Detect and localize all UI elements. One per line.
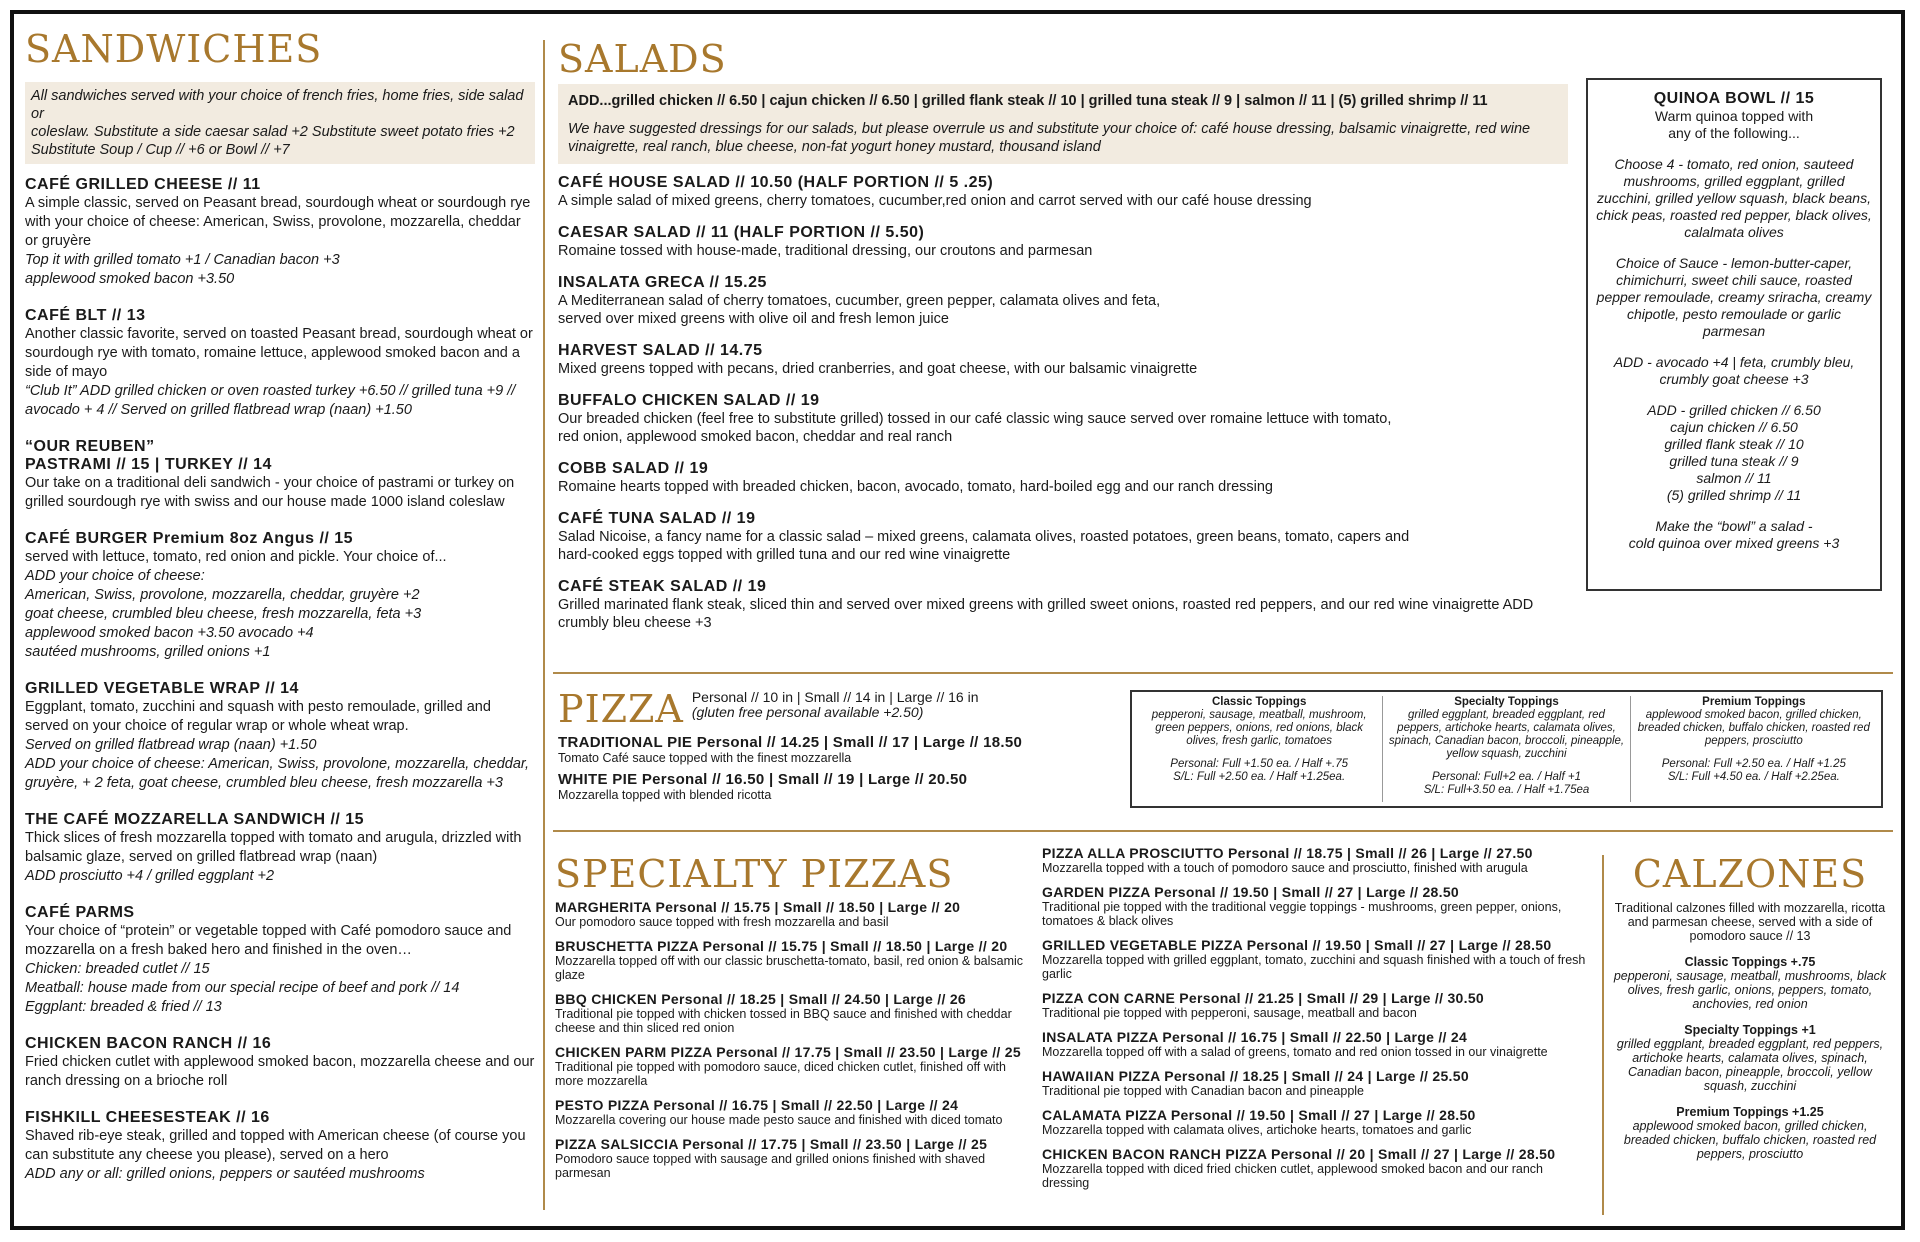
specialty-list-right [1042,845,1592,1190]
pizza-section [558,687,1098,802]
specialty-item-desc: Mozzarella topped off with a salad of greens, tomato and red onion tossed in our vinaigrette [1042,1045,1548,1059]
specialty-item [555,1136,1025,1180]
calzone-group-head: Specialty Toppings +1 [1684,1023,1816,1037]
specialty-item [1042,845,1592,875]
quinoa-title: QUINOA BOWL // 15 [1653,90,1815,107]
sandwich-title: “OUR REUBEN” PASTRAMI // 15 | TURKEY // 14 [25,438,272,473]
calzone-group [1610,1105,1890,1161]
sandwich-item [25,176,535,289]
salad-list [558,174,1568,632]
topping-price: Personal: Full+2 ea. / Half +1 S/L: Full+3.50 ea. / Half +1.75ea [1423,771,1590,796]
specialty-item [555,1044,1025,1088]
topping-list: applewood smoked bacon, grilled chicken, breaded chicken, buffalo chicken, roasted red peppers, prosciutto [1637,709,1870,747]
divider-pizza-specialty [553,830,1893,832]
specialty-item-title: INSALATA PIZZA Personal // 16.75 | Small // 22.50 | Large // 24 [1042,1029,1468,1045]
specialty-item-title: CHICKEN BACON RANCH PIZZA Personal // 20 | Small // 27 | Large // 28.50 [1042,1146,1556,1162]
sandwich-title: FISHKILL CHEESESTEAK // 16 [25,1109,270,1126]
specialty-item-title: CHICKEN PARM PIZZA Personal // 17.75 | Small // 23.50 | Large // 25 [555,1044,1021,1060]
specialty-item [555,991,1025,1035]
topping-list: grilled eggplant, breaded eggplant, red peppers, artichoke hearts, calamata olives, spinach, Canadian bacon, broccoli, pineapple, yellow squash, zucchini [1388,709,1625,760]
specialty-item-title: BRUSCHETTA PIZZA Personal // 15.75 | Small // 18.50 | Large // 20 [555,938,1008,954]
topping-column [1136,696,1383,802]
specialty-item-title: MARGHERITA Personal // 15.75 | Small // 18.50 | Large // 20 [555,899,961,915]
specialty-item-desc: Traditional pie topped with pepperoni, sausage, meatball and bacon [1042,1006,1417,1020]
sandwich-list [25,176,535,1184]
calzone-group-head: Classic Toppings +.75 [1684,955,1816,969]
topping-head: Premium Toppings [1702,696,1806,708]
specialty-item [1042,1146,1592,1190]
sandwich-extra: Chicken: breaded cutlet // 15 Meatball: house made from our special recipe of beef and pork // 14 Eggplant: breaded & fried // 13 [25,961,460,1015]
quinoa-add2: ADD - grilled chicken // 6.50 cajun chicken // 6.50 grilled flank steak // 10 grilled tuna steak // 9 salmon // 11 (5) grilled shrimp // 11 [1647,402,1821,503]
specialty-item [1042,1029,1592,1059]
specialty-item-desc: Traditional pie topped with Canadian bacon and pineapple [1042,1084,1364,1098]
salad-title: CAESAR SALAD // 11 (HALF PORTION // 5.50) [558,224,925,241]
specialty-item-desc: Mozzarella topped with diced fried chicken cutlet, applewood smoked bacon and our ranch dressing [1042,1162,1543,1190]
calzone-group [1610,1023,1890,1093]
specialty-item-title: GARDEN PIZZA Personal // 19.50 | Small // 27 | Large // 28.50 [1042,884,1459,900]
sandwich-title: CAFÉ PARMS [25,904,135,921]
sandwich-extra: Served on grilled flatbread wrap (naan) +1.50 ADD your choice of cheese: American, Swiss, provolone, mozzarella, cheddar, gruyère, + 2 feta, goat cheese, crumbled bleu cheese, fresh mozzarella +3 [25,737,529,791]
pizza-sizes: Personal // 10 in | Small // 14 in | Large // 16 in [691,689,979,705]
pizza-title: PIZZA [558,687,684,731]
specialty-item-desc: Our pomodoro sauce topped with fresh mozzarella and basil [555,915,889,929]
specialty-item-desc: Mozzarella topped off with our classic bruschetta-tomato, basil, red onion & balsamic glaze [555,954,1024,982]
salad-desc: Romaine hearts topped with breaded chicken, bacon, avocado, tomato, hard-boiled egg and our ranch dressing [558,479,1273,495]
sandwiches-section [25,27,535,1184]
sandwich-item [25,307,535,420]
salads-add-line: ADD...grilled chicken // 6.50 | cajun chicken // 6.50 | grilled flank steak // 10 | grilled tuna steak // 9 | salmon // 11 | (5) grilled shrimp // 11 [568,93,1488,109]
specialty-item-title: PIZZA CON CARNE Personal // 21.25 | Small // 29 | Large // 30.50 [1042,990,1485,1006]
topping-column [1631,696,1877,802]
divider-left [543,40,545,1210]
specialty-item-desc: Traditional pie topped with chicken tossed in BBQ sauce and finished with cheddar cheese and thin sliced red onion [555,1007,1012,1035]
salad-item [558,342,1568,378]
divider-specialty-calzones [1602,855,1604,1215]
quinoa-sauce: Choice of Sauce - lemon-butter-caper, chimichurri, sweet chili sauce, roasted pepper remoulade, creamy sriracha, creamy chipotle, pesto remoulade or garlic parmesan [1596,255,1872,339]
sandwich-desc: Another classic favorite, served on toasted Peasant bread, sourdough wheat or sourdough rye with tomato, romaine lettuce, applewood smoked bacon and a side of mayo [25,326,533,380]
specialty-item [1042,1107,1592,1137]
specialty-item [1042,990,1592,1020]
topping-price: Personal: Full +2.50 ea. / Half +1.25 S/L: Full +4.50 ea. / Half +2.25ea. [1661,758,1846,783]
specialty-item-desc: Mozzarella covering our house made pesto sauce and finished with diced tomato [555,1113,1003,1127]
specialty-item-title: PIZZA ALLA PROSCIUTTO Personal // 18.75 | Small // 26 | Large // 27.50 [1042,845,1533,861]
quinoa-choose: Choose 4 - tomato, red onion, sauteed mushrooms, grilled eggplant, grilled zucchini, grilled yellow squash, black beans, chick peas, roasted red pepper, black olives, calalmata olives [1596,156,1872,240]
salad-desc: Romaine tossed with house-made, traditional dressing, our croutons and parmesan [558,243,1093,259]
salad-desc: Salad Nicoise, a fancy name for a classic salad – mixed greens, calamata olives, roasted potatoes, green beans, tomato, capers and hard-cooked eggs topped with grilled tuna and our red wine vinaigrette [558,529,1410,563]
salad-title: CAFÉ TUNA SALAD // 19 [558,510,756,527]
sandwich-desc: Fried chicken cutlet with applewood smoked bacon, mozzarella cheese and our ranch dressing on a brioche roll [25,1054,535,1089]
specialty-item-title: PESTO PIZZA Personal // 16.75 | Small // 22.50 | Large // 24 [555,1097,959,1113]
salad-item [558,510,1568,564]
quinoa-bowl-salad: Make the “bowl” a salad - cold quinoa over mixed greens +3 [1628,518,1840,551]
sandwiches-title: SANDWICHES [25,27,323,71]
specialty-item-title: HAWAIIAN PIZZA Personal // 18.25 | Small // 24 | Large // 25.50 [1042,1068,1469,1084]
specialty-item [555,1097,1025,1127]
specialty-item-desc: Traditional pie topped with pomodoro sauce, diced chicken cutlet, finished off with more mozzarella [555,1060,1006,1088]
sandwich-title: CAFÉ BURGER Premium 8oz Angus // 15 [25,530,354,547]
topping-price: Personal: Full +1.50 ea. / Half +.75 S/L: Full +2.50 ea. / Half +1.25ea. [1170,758,1349,783]
sandwich-item [25,438,535,512]
salad-item [558,274,1568,328]
specialty-right [1042,845,1592,1190]
specialty-item [1042,937,1592,981]
sandwich-title: GRILLED VEGETABLE WRAP // 14 [25,680,299,697]
sandwich-desc: A simple classic, served on Peasant bread, sourdough wheat or sourdough rye with your choice of cheese: American, Swiss, provolone, mozzarella, cheddar or gruyère [25,195,531,249]
specialty-item [1042,884,1592,928]
specialty-left [555,852,1025,1180]
sandwich-item [25,530,535,662]
sandwich-desc: Thick slices of fresh mozzarella topped with tomato and arugula, drizzled with balsamic glaze, served on grilled flatbread wrap (naan) [25,830,522,865]
specialty-item-desc: Mozzarella topped with calamata olives, artichoke hearts, tomatoes and garlic [1042,1123,1472,1137]
salads-title: SALADS [558,37,727,81]
topping-head: Classic Toppings [1211,696,1307,708]
toppings-columns [1136,696,1877,802]
quinoa-box [1586,78,1882,591]
dressing-note: We have suggested dressings for our salads, but please overrule us and substitute your choice of: café house dressing, balsamic vinaigrette, red wine vinaigrette, real ranch, blue cheese, non-fat yogurt honey mustard, thousand island [568,121,1531,155]
specialty-item [555,899,1025,929]
salad-item [558,578,1568,632]
specialty-item [555,938,1025,982]
salad-item [558,174,1568,210]
specialty-title: SPECIALTY PIZZAS [555,852,954,896]
note-line: All sandwiches served with your choice of french fries, home fries, side salad or [31,88,524,122]
calzone-group-list: applewood smoked bacon, grilled chicken, breaded chicken, buffalo chicken, roasted red peppers, prosciutto [1623,1119,1877,1161]
sandwich-desc: Your choice of “protein” or vegetable topped with Café pomodoro sauce and mozzarella on a fresh baked hero and finished in the oven… [25,923,512,958]
note-line: Substitute Soup / Cup // +6 or Bowl // +7 [31,142,290,158]
calzones-title: CALZONES [1632,852,1868,896]
calzones-intro: Traditional calzones filled with mozzarella, ricotta and parmesan cheese, served with a side of pomodoro sauce // 13 [1614,901,1886,943]
salad-title: INSALATA GRECA // 15.25 [558,274,767,291]
sandwich-desc: served with lettuce, tomato, red onion and pickle. Your choice of... [25,549,447,565]
calzone-group-list: pepperoni, sausage, meatball, mushrooms, black olives, fresh garlic, onions, peppers, tomato, anchovies, red onion [1613,969,1887,1011]
specialty-list-left [555,899,1025,1180]
note-line: coleslaw. Substitute a side caesar salad +2 Substitute sweet potato fries +2 [31,124,515,140]
salad-desc: Our breaded chicken (feel free to substitute grilled) tossed in our café classic wing sauce served over romaine lettuce with tomato, red onion, applewood smoked bacon, cheddar and real ranch [558,411,1392,445]
salad-item [558,460,1568,496]
specialty-item [1042,1068,1592,1098]
pizza-item-title: TRADITIONAL PIE Personal // 14.25 | Small // 17 | Large // 18.50 [558,734,1023,751]
specialty-item-desc: Mozzarella topped with a touch of pomodoro sauce and prosciutto, finished with arugula [1042,861,1528,875]
specialty-item-desc: Traditional pie topped with the traditional veggie toppings - mushrooms, green pepper, onions, tomatoes & black olives [1042,900,1562,928]
salad-title: CAFÉ HOUSE SALAD // 10.50 (HALF PORTION // 5 .25) [558,174,994,191]
pizza-item [558,771,1098,802]
sandwich-item [25,904,535,1017]
sandwich-title: CAFÉ BLT // 13 [25,307,146,324]
topping-head: Specialty Toppings [1454,696,1559,708]
sandwich-item [25,1109,535,1184]
salad-desc: A Mediterranean salad of cherry tomatoes, cucumber, green pepper, calamata olives and feta, served over mixed greens with olive oil and fresh lemon juice [558,293,1161,327]
salad-desc: Grilled marinated flank steak, sliced thin and served over mixed greens with grilled sweet onions, roasted red peppers, and our red wine vinaigrette ADD crumbly bleu cheese +3 [558,597,1534,631]
pizza-list [558,734,1098,802]
sandwich-title: THE CAFÉ MOZZARELLA SANDWICH // 15 [25,811,365,828]
pizza-item-desc: Tomato Café sauce topped with the finest mozzarella [558,751,852,765]
sandwich-desc: Our take on a traditional deli sandwich - your choice of pastrami or turkey on grilled sourdough rye with swiss and our house made 1000 island coleslaw [25,475,515,510]
topping-column [1383,696,1630,802]
sandwich-extra: ADD your choice of cheese: American, Swiss, provolone, mozzarella, cheddar, gruyère +2 goat cheese, crumbled bleu cheese, fresh mozzarella, feta +3 applewood smoked bacon +3.50 avocado +4 sautéed mushrooms, grilled onions +1 [25,568,422,660]
salad-desc: A simple salad of mixed greens, cherry tomatoes, cucumber,red onion and carrot served with our café house dressing [558,193,1312,209]
calzones-list [1610,955,1890,1161]
sandwich-item [25,811,535,886]
specialty-item-desc: Pomodoro sauce topped with sausage and grilled onions finished with shaved parmesan [555,1152,986,1180]
specialty-item-title: CALAMATA PIZZA Personal // 19.50 | Small // 27 | Large // 28.50 [1042,1107,1476,1123]
salad-title: HARVEST SALAD // 14.75 [558,342,763,359]
sandwich-extra: Top it with grilled tomato +1 / Canadian bacon +3 applewood smoked bacon +3.50 [25,252,340,287]
topping-list: pepperoni, sausage, meatball, mushroom, green peppers, onions, red onions, black olives, fresh garlic, tomatoes [1151,709,1367,747]
salads-note [558,84,1568,164]
sandwich-item [25,1035,535,1091]
sandwich-desc: Eggplant, tomato, zucchini and squash with pesto remoulade, grilled and served on your choice of regular wrap or whole wheat wrap. [25,699,491,734]
sandwiches-note [25,82,535,164]
divider-salad-pizza [553,672,1893,674]
salad-title: CAFÉ STEAK SALAD // 19 [558,578,767,595]
salad-item [558,392,1568,446]
calzone-group [1610,955,1890,1011]
pizza-gf: (gluten free personal available +2.50) [691,704,924,720]
sandwich-extra: ADD any or all: grilled onions, peppers or sautéed mushrooms [25,1166,425,1182]
salad-desc: Mixed greens topped with pecans, dried cranberries, and goat cheese, with our balsamic vinaigrette [558,361,1198,377]
sandwich-desc: Shaved rib-eye steak, grilled and topped with American cheese (of course you can substitute any cheese you please), served on a hero [25,1128,526,1163]
salad-item [558,224,1568,260]
calzone-group-list: grilled eggplant, breaded eggplant, red peppers, artichoke hearts, calamata olives, spinach, Canadian bacon, pineapple, broccoli, yellow squash, zucchini [1616,1037,1884,1093]
salad-title: BUFFALO CHICKEN SALAD // 19 [558,392,820,409]
pizza-item-desc: Mozzarella topped with blended ricotta [558,788,772,802]
sandwich-item [25,680,535,793]
toppings-box [1130,690,1883,808]
sandwich-extra: “Club It” ADD grilled chicken or oven roasted turkey +6.50 // grilled tuna +9 // avocado + 4 // Served on grilled flatbread wrap (naan) +1.50 [25,383,516,418]
pizza-item [558,734,1098,765]
salads-section [558,37,1568,632]
specialty-item-title: BBQ CHICKEN Personal // 18.25 | Small // 24.50 | Large // 26 [555,991,966,1007]
quinoa-add1: ADD - avocado +4 | feta, crumbly bleu, crumbly goat cheese +3 [1613,354,1855,387]
quinoa-intro: Warm quinoa topped with any of the following... [1654,108,1814,141]
sandwich-extra: ADD prosciutto +4 / grilled eggplant +2 [25,868,275,884]
pizza-item-title: WHITE PIE Personal // 16.50 | Small // 19 | Large // 20.50 [558,771,968,788]
sandwich-title: CAFÉ GRILLED CHEESE // 11 [25,176,261,193]
specialty-item-desc: Mozzarella topped with grilled eggplant, tomato, zucchini and squash finished with a touch of fresh garlic [1042,953,1586,981]
specialty-item-title: GRILLED VEGETABLE PIZZA Personal // 19.50 | Small // 27 | Large // 28.50 [1042,937,1552,953]
sandwich-title: CHICKEN BACON RANCH // 16 [25,1035,272,1052]
specialty-item-title: PIZZA SALSICCIA Personal // 17.75 | Small // 23.50 | Large // 25 [555,1136,988,1152]
calzones-section [1610,852,1890,1161]
salad-title: COBB SALAD // 19 [558,460,709,477]
calzone-group-head: Premium Toppings +1.25 [1676,1105,1824,1119]
